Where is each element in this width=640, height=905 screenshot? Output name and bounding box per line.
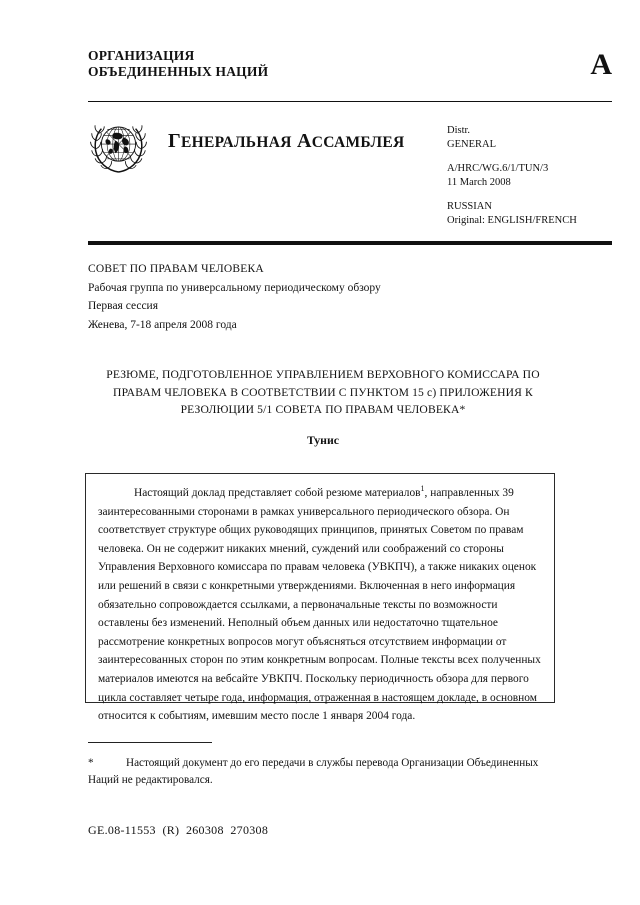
masthead [88, 48, 612, 79]
footnote-marker: * [88, 757, 94, 769]
document-title-line-3: РЕЗОЛЮЦИИ 5/1 СОВЕТА ПО ПРАВАМ ЧЕЛОВЕКА* [180, 403, 466, 416]
ga-title-text: Г [168, 130, 182, 152]
council-block [88, 260, 558, 334]
summary-paragraph [98, 484, 544, 726]
masthead-rule [88, 101, 612, 102]
un-emblem [90, 119, 147, 176]
symbol-group [447, 162, 617, 189]
organization-line-1: ОРГАНИЗАЦИЯ [88, 48, 195, 63]
organization-line-2: ОБЪЕДИНЕННЫХ НАЦИЙ [88, 63, 269, 79]
country-name: Тунис [306, 433, 339, 447]
council-working-group: Рабочая группа по универсальному периодическому обзору [88, 281, 381, 294]
footnote-text: Настоящий документ до его передачи в службы перевода Организации Объединенных Наций не редактировался. [88, 757, 539, 786]
council-session: Первая сессия [88, 300, 158, 312]
document-date: 11 March 2008 [447, 176, 511, 188]
document-title-line-1: РЕЗЮМЕ, ПОДГОТОВЛЕННОЕ УПРАВЛЕНИЕМ ВЕРХОВНОГО КОМИССАРА ПО [106, 368, 540, 381]
distr-value: GENERAL [447, 138, 496, 150]
summary-footnote-marker: 1 [420, 484, 425, 494]
document-title [88, 366, 558, 419]
council-venue-date: Женева, 7-18 апреля 2008 года [88, 318, 237, 331]
language-group [447, 200, 617, 227]
document-original-language: Original: ENGLISH/FRENCH [447, 214, 577, 226]
footnote [88, 755, 548, 789]
document-reference-code: GE.08-11553 (R) 260308 270308 [88, 823, 269, 837]
ga-title-text-3: А [297, 130, 312, 152]
council-name: СОВЕТ ПО ПРАВАМ ЧЕЛОВЕКА [88, 263, 264, 275]
distribution-block [447, 124, 617, 227]
document-symbol-code: A/HRC/WG.6/1/TUN/3 [447, 163, 549, 174]
footnote-separator-rule [88, 742, 212, 743]
document-title-line-2: ПРАВАМ ЧЕЛОВЕКА В СООТВЕТСТВИИ С ПУНКТОМ 15 с) ПРИЛОЖЕНИЯ К [113, 385, 533, 399]
header-separator-rule [88, 241, 612, 245]
distribution-group [447, 124, 617, 151]
general-assembly-title [168, 129, 405, 155]
ga-title-text-2: ЕНЕРАЛЬНАЯ [181, 134, 292, 151]
summary-text-part-2: , направленных 39 заинтересованными сторонами в рамках универсального периодического обзора. Он соответствует структуре общих руководящих принципов, принятых Советом по правам человека. Он не содержит никаких мнений, суждений или соображений со стороны Управления Верховного комиссара по правам человека (УВКПЧ), а также никаких оценок или решений в связи с конкретными утверждениями. Включенная в него информация обязательно сопровождается ссылками, а первоначальные тексты по возможности оставлены без изменений. Неполный объем данных или недостаточно тщательное рассмотрение конкретных вопросов могут объясняться отсутствием информации от заинтересованных сторон по этим конкретным вопросам. Полные тексты всех полученных материалов имеются на вебсайте УВКПЧ. Поскольку периодичность обзора для первого цикла составляет четыре года, информация, отраженная в настоящем докладе, в основном относится к событиям, имевшим место после 1 января 2004 года. [98, 487, 541, 723]
document-symbol-letter: A [590, 48, 612, 81]
distr-label: Distr. [447, 125, 471, 136]
organization-name [88, 48, 612, 79]
ga-title-text-4: ССАМБЛЕЯ [311, 134, 405, 151]
document-language: RUSSIAN [447, 201, 492, 212]
summary-text-part-1: Настоящий доклад представляет собой резюме материалов [134, 487, 421, 499]
